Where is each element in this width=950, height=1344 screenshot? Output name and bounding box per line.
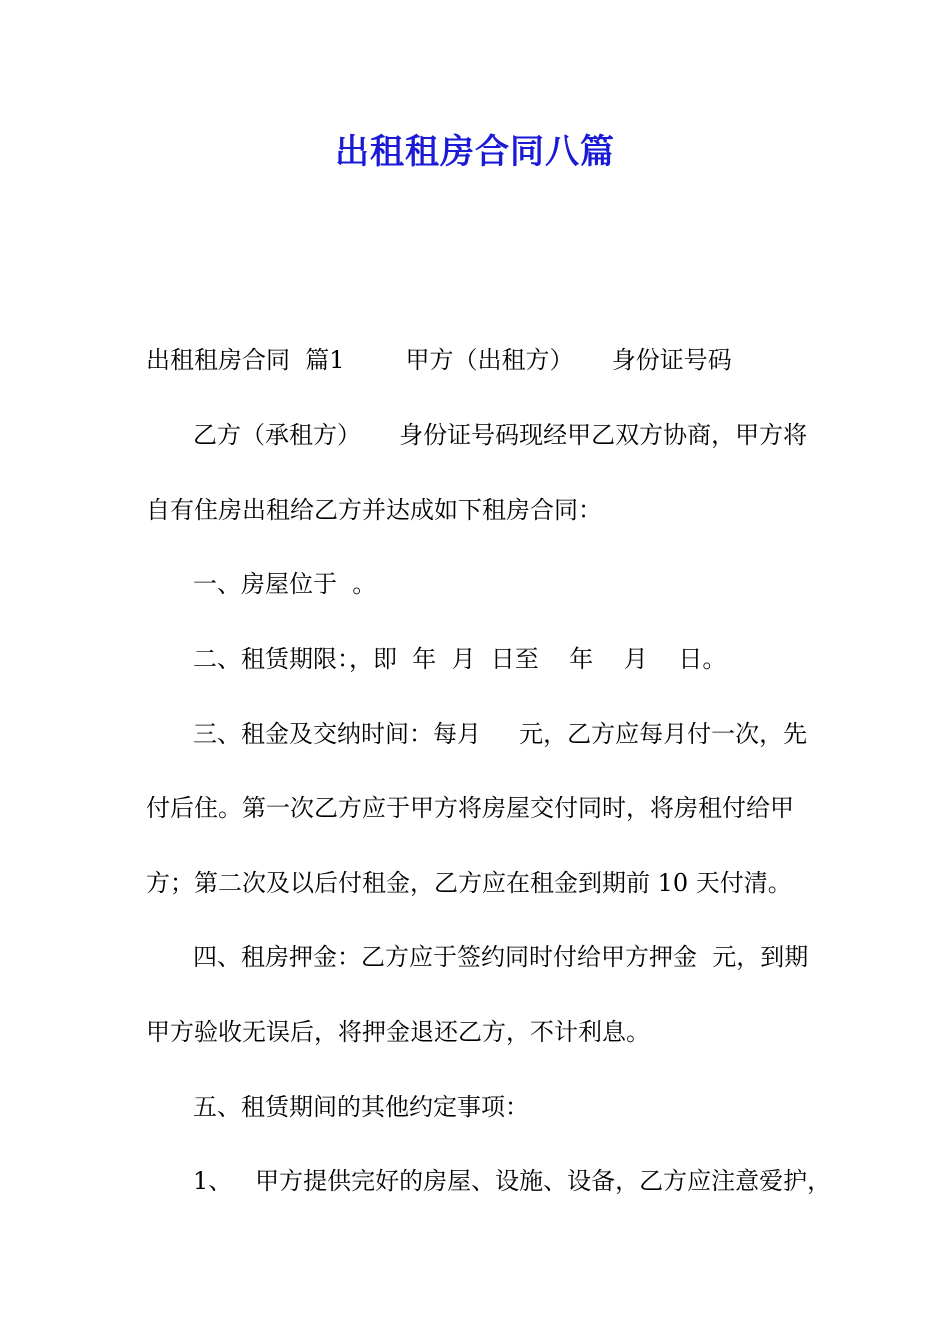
paragraph-line: 二、租赁期限：，即 年 月 日至 年 月 日。 <box>193 645 727 673</box>
paragraph-line: 甲方验收无误后，将押金退还乙方，不计利息。 <box>146 1018 650 1046</box>
paragraph-line: 四、租房押金：乙方应于签约同时付给甲方押金 元，到期 <box>193 943 809 971</box>
paragraph-line: 付后住。第一次乙方应于甲方将房屋交付同时，将房租付给甲 <box>146 794 794 822</box>
paragraph-line: 乙方（承租方） 身份证号码现经甲乙双方协商，甲方将 <box>193 421 808 449</box>
document-title: 出租租房合同八篇 <box>335 132 615 172</box>
paragraph-line: 1、 甲方提供完好的房屋、设施、设备，乙方应注意爱护， <box>193 1167 832 1195</box>
paragraph-line: 自有住房出租给乙方并达成如下租房合同： <box>146 496 602 524</box>
paragraph-line: 五、租赁期间的其他约定事项： <box>193 1093 529 1121</box>
paragraph-line: 三、租金及交纳时间：每月 元，乙方应每月付一次，先 <box>193 720 808 748</box>
paragraph-line: 一、房屋位于 。 <box>193 570 377 598</box>
paragraph-line: 方；第二次及以后付租金，乙方应在租金到期前 10 天付清。 <box>146 869 792 897</box>
paragraph-line: 出租租房合同 篇1 甲方（出租方） 身份证号码 <box>146 346 732 374</box>
